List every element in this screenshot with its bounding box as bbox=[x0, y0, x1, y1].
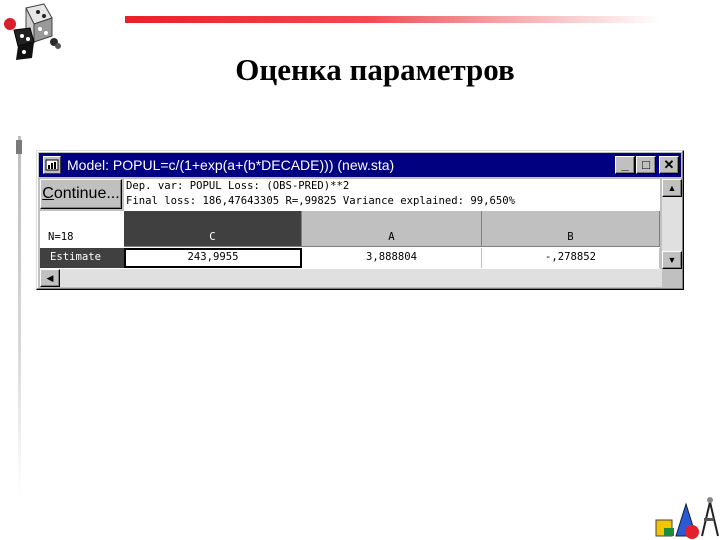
model-window bbox=[36, 150, 684, 290]
final-loss-line: Final loss: 186,47643305 R=,99825 Variance explained: 99,650% bbox=[126, 195, 516, 207]
slide-title: Оценка параметров bbox=[235, 52, 515, 87]
row-header-estimate[interactable]: Estimate bbox=[40, 248, 124, 268]
column-header-b[interactable]: B bbox=[482, 211, 660, 247]
estimate-cell-b[interactable]: -,278852 bbox=[482, 248, 660, 268]
estimate-cell-a[interactable]: 3,888804 bbox=[302, 248, 482, 268]
column-header-c[interactable]: C bbox=[124, 211, 302, 247]
title-accent-bar bbox=[125, 16, 660, 23]
continue-button[interactable] bbox=[40, 179, 122, 209]
title-bar[interactable] bbox=[39, 153, 681, 177]
horizontal-scrollbar[interactable] bbox=[40, 269, 662, 287]
vertical-scrollbar[interactable] bbox=[662, 179, 682, 269]
left-rule bbox=[18, 136, 21, 496]
continue-label: ontinue... bbox=[53, 185, 120, 202]
continue-mnemonic: C bbox=[42, 185, 54, 202]
dep-var-line: Dep. var: POPUL Loss: (OBS-PRED)**2 bbox=[126, 180, 350, 192]
estimates-grid bbox=[40, 211, 660, 269]
scroll-up-button[interactable]: ▲ bbox=[662, 179, 682, 197]
window-app-icon[interactable] bbox=[43, 156, 61, 174]
model-summary bbox=[124, 179, 660, 211]
close-button[interactable]: ✕ bbox=[659, 156, 679, 174]
scroll-down-button[interactable]: ▼ bbox=[662, 251, 682, 269]
left-rule-tick bbox=[16, 140, 22, 154]
window-title: Model: POPUL=c/(1+exp(a+(b*DECADE))) (new.sta) bbox=[67, 157, 395, 173]
maximize-button[interactable]: □ bbox=[636, 156, 656, 174]
geometry-shapes-icon bbox=[652, 492, 720, 540]
n-count: N=18 bbox=[40, 211, 124, 247]
minimize-button[interactable]: _ bbox=[615, 156, 635, 174]
estimate-cell-c[interactable]: 243,9955 bbox=[124, 248, 302, 268]
scroll-left-button[interactable]: ◀ bbox=[40, 269, 60, 287]
column-header-a[interactable]: A bbox=[302, 211, 482, 247]
scrollbar-corner bbox=[662, 269, 682, 287]
